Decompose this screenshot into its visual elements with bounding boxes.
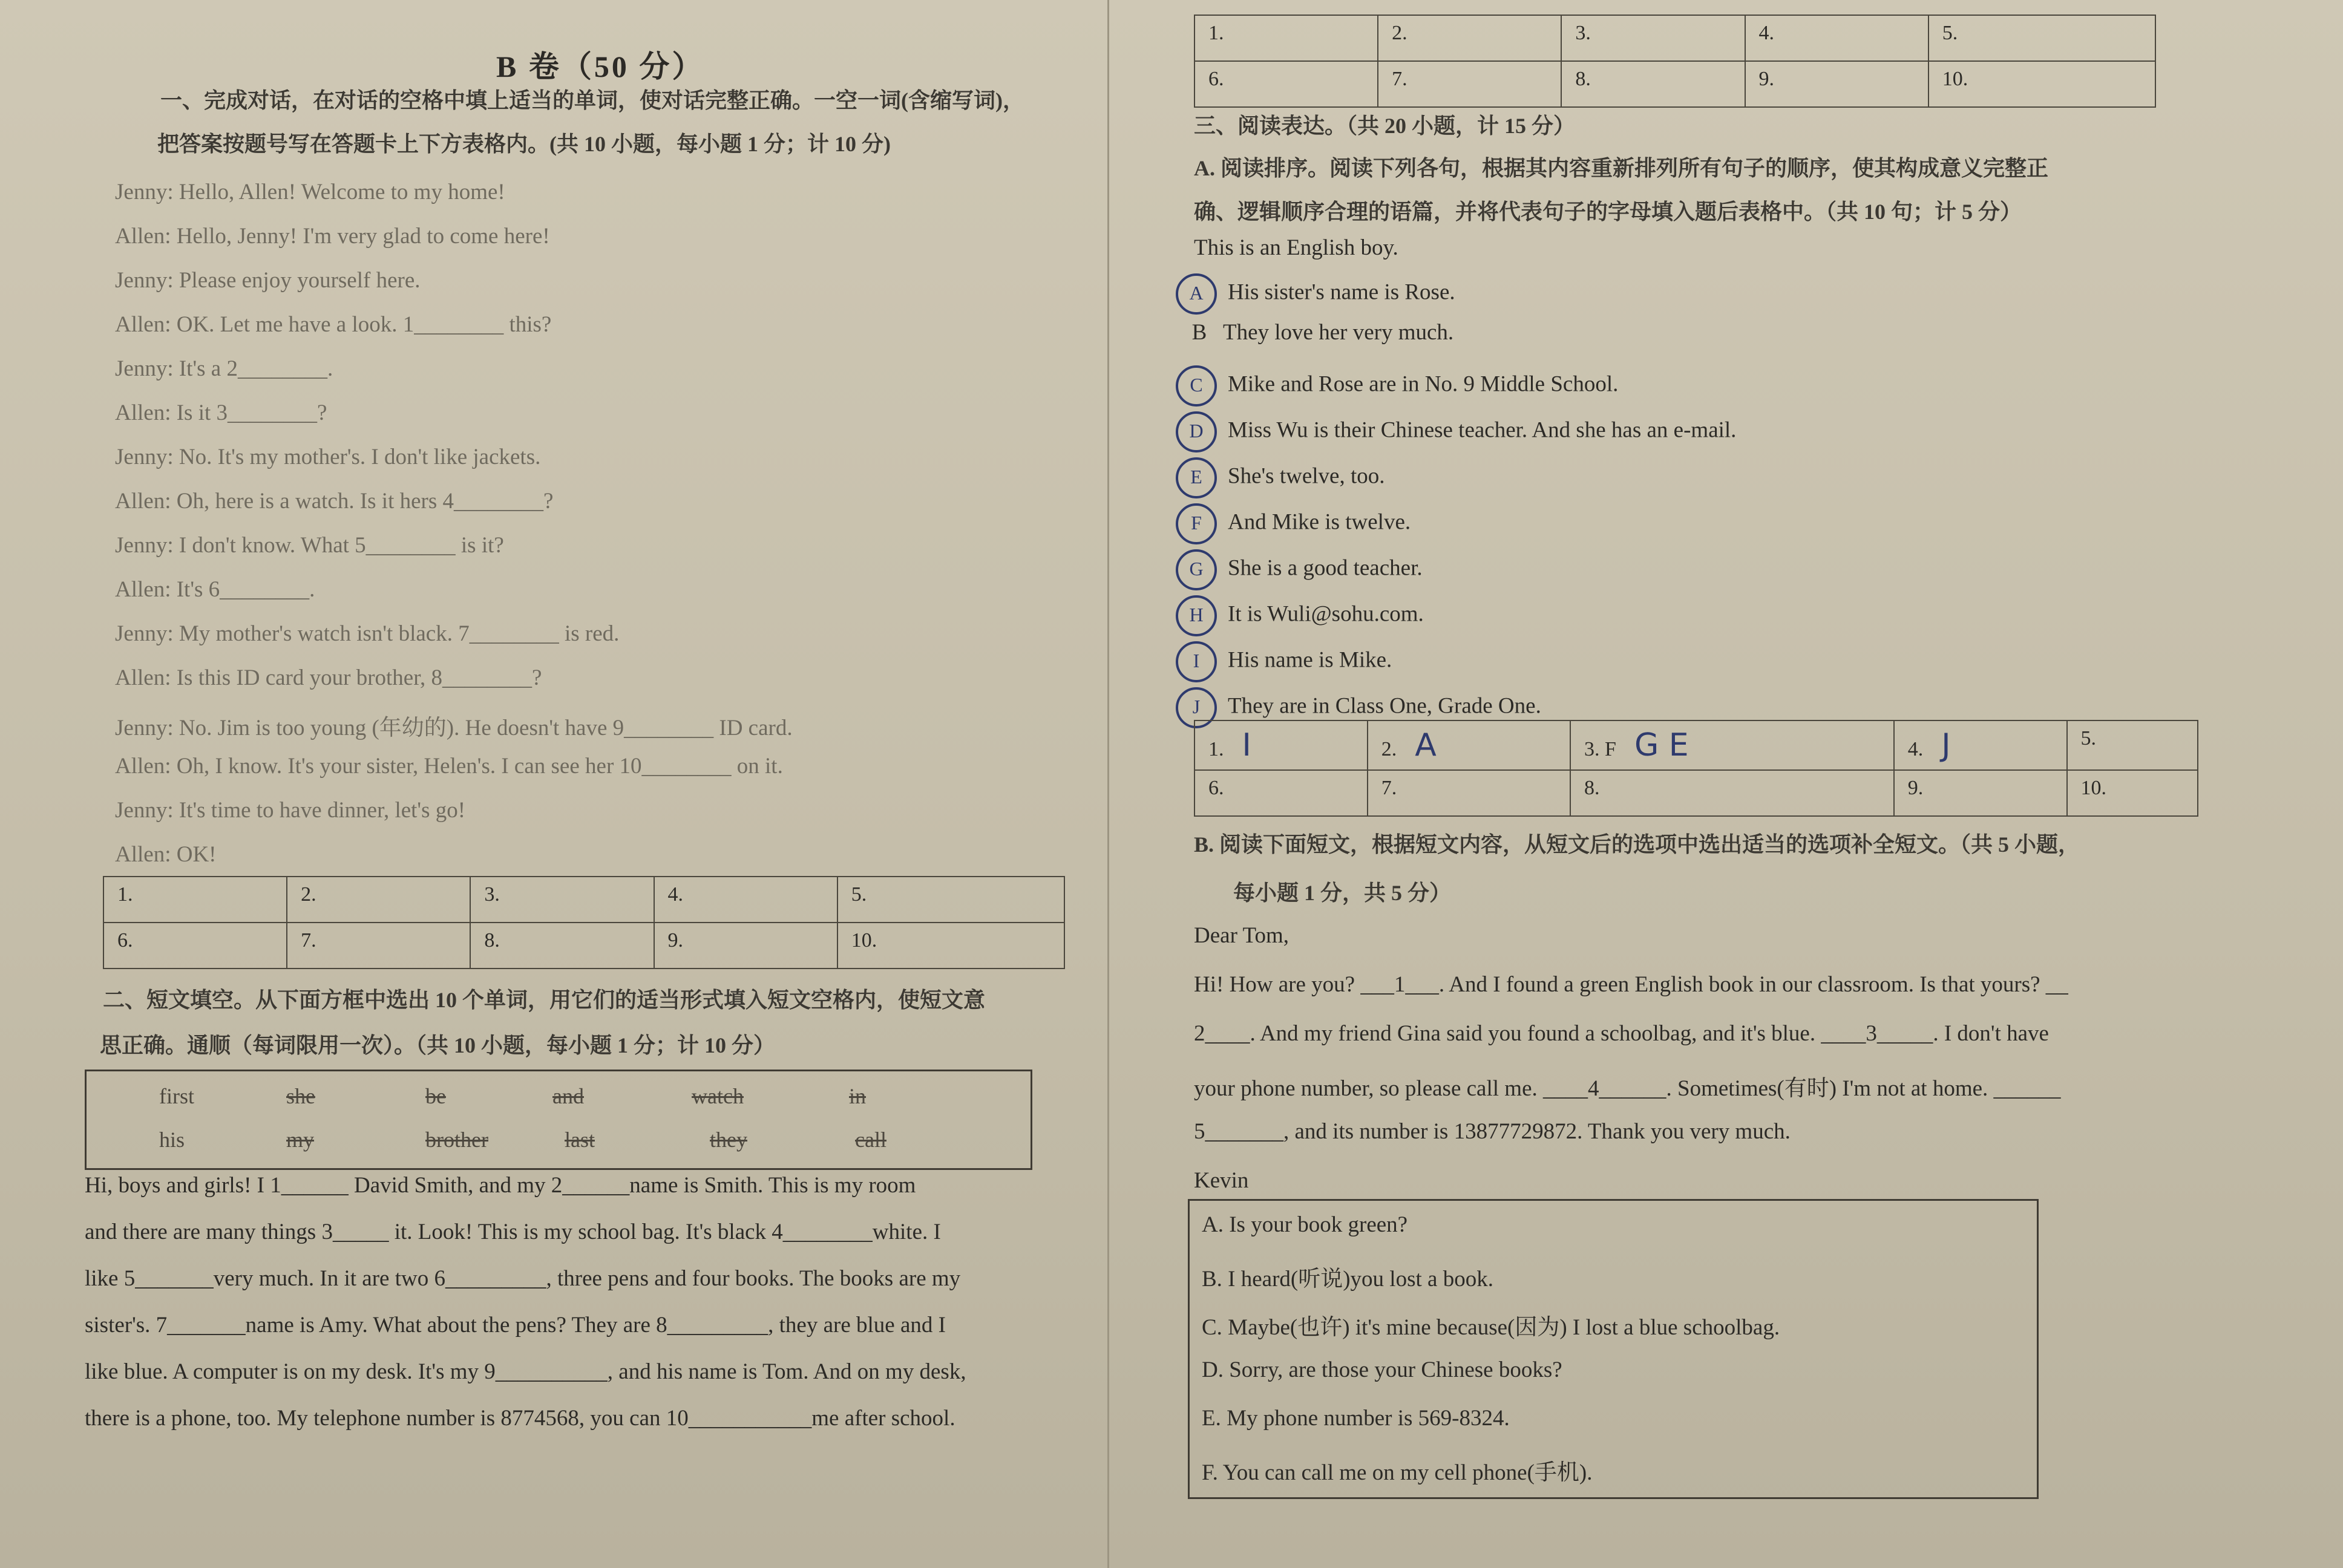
word-bank-item: his [159,1128,185,1152]
grid-top-cell: 5. [1928,15,2155,61]
grid1-cell: 4. [654,877,837,923]
passage-line: and there are many things 3_____ it. Look! This is my school bag. It's black 4________white. I [85,1220,941,1244]
word-bank-item: she [286,1084,315,1108]
word-bank-item: brother [425,1128,488,1152]
answer-grid-ordering [1194,720,2198,817]
dialogue-line: Allen: OK! [115,842,217,867]
letter-line: 2____. And my friend Gina said you found a schoolbag, and it's blue. ____3_____. I don't have [1194,1021,2049,1046]
passage-line: there is a phone, too. My telephone number is 8774568, you can 10___________me after school. [85,1406,955,1431]
option-item: F. You can call me on my cell phone(手机). [1202,1460,1593,1485]
option-item: E. My phone number is 569-8324. [1202,1406,1510,1431]
grid1-cell: 8. [470,923,654,969]
word-bank-item: and [552,1084,584,1108]
ordering-cell: 5. [2067,720,2198,770]
sectionA-instruction-line1: A. 阅读排序。阅读下列各句，根据其内容重新排列所有句子的顺序，使其构成意义完整正 [1194,156,2048,180]
handwritten-answer: A [1415,727,1437,763]
handwritten-answer: J [1941,727,1951,763]
letter-line: 5_______, and its number is 13877729872. Thank you very much. [1194,1119,1791,1144]
sentence-item [1176,641,1392,682]
sectionA-instruction-line2: 确、逻辑顺序合理的语篇，并将代表句子的字母填入题后表格中。（共 10 句；计 5 分） [1194,200,2022,224]
circled-letter-mark: F [1176,503,1217,544]
ordering-cell: 4. J [1894,720,2067,770]
grid1-cell: 2. [287,877,470,923]
word-bank-item: last [565,1128,595,1152]
circled-letter-mark: H [1176,595,1217,636]
option-item: A. Is your book green? [1202,1212,1408,1237]
circled-letter-mark: G [1176,549,1217,590]
circled-letter-mark: I [1176,641,1217,682]
sentence-item [1176,319,1453,345]
dialogue-line: Allen: Is it 3________? [115,400,327,425]
circled-letter-mark: C [1176,365,1217,407]
options-box [1188,1199,2039,1499]
word-bank-item: be [425,1084,446,1108]
sectionB-instruction-line1: B. 阅读下面短文，根据短文内容，从短文后的选项中选出适当的选项补全短文。（共 5 小题， [1194,832,2080,857]
grid1-cell: 1. [103,877,287,923]
letter-line: Dear Tom, [1194,923,1289,948]
sentence-text: They love her very much. [1223,320,1454,345]
ordering-cell: 2. A [1368,720,1570,770]
section2-instruction-line2: 思正确。通顺（每词限用一次）。（共 10 小题，每小题 1 分；计 10 分） [100,1033,776,1057]
sentence-text: Miss Wu is their Chinese teacher. And she has an e-mail. [1228,417,1737,443]
word-bank-item: they [710,1128,747,1152]
dialogue-line: Jenny: No. It's my mother's. I don't like jackets. [115,445,541,469]
answer-grid-1 [103,876,1065,969]
grid1-cell: 7. [287,923,470,969]
dialogue-line: Jenny: It's time to have dinner, let's go! [115,798,466,823]
circled-letter-mark: D [1176,411,1217,452]
grid-top-cell: 1. [1194,15,1378,61]
word-bank-item: in [849,1084,867,1108]
sentence-item [1176,411,1736,452]
passage-line: Hi, boys and girls! I 1______ David Smith, and my 2______name is Smith. This is my room [85,1173,916,1198]
word-bank-item: call [855,1128,886,1152]
grid-top-cell: 7. [1378,61,1561,107]
section2-instruction-line1: 二、短文填空。从下面方框中选出 10 个单词，用它们的适当形式填入短文空格内，使短文意 [103,988,986,1012]
sentence-item [1176,595,1424,636]
section1-instruction-line2: 把答案按题号写在答题卡上下方表格内。(共 10 小题，每小题 1 分；计 10 分) [157,132,891,156]
right-page [1107,0,2343,1568]
sentence-text: His name is Mike. [1228,647,1392,673]
circled-letter-mark: E [1176,457,1217,498]
circled-letter-mark: J [1176,687,1217,728]
section1-instruction-line1: 一、完成对话，在对话的空格中填上适当的单词，使对话完整正确。一空一词(含缩写词)， [160,88,1024,113]
left-page [0,0,1107,1568]
passage-line: sister's. 7_______name is Amy. What about the pens? They are 8_________, they are blue and I [85,1313,946,1338]
grid-top-cell: 3. [1561,15,1745,61]
page-title: B 卷（50 分） [496,50,705,83]
grid-top-cell: 2. [1378,15,1561,61]
intro-sentence: This is an English boy. [1194,235,1398,260]
sentence-item [1176,457,1384,498]
grid-top-cell: 8. [1561,61,1745,107]
sentence-item [1176,549,1423,590]
sentence-text: Mike and Rose are in No. 9 Middle School. [1228,371,1619,397]
grid1-cell: 5. [837,877,1064,923]
grid-top-cell: 6. [1194,61,1378,107]
sentence-item [1176,273,1455,315]
sentence-item [1176,503,1411,544]
grid-top-cell: 4. [1745,15,1928,61]
dialogue-line: Allen: Hello, Jenny! I'm very glad to come here! [115,224,550,249]
word-bank-item: my [286,1128,315,1152]
sentence-item [1176,365,1618,407]
dialogue-line: Jenny: No. Jim is too young (年幼的). He doesn't have 9________ ID card. [115,716,793,740]
dialogue-line: Jenny: Hello, Allen! Welcome to my home! [115,180,505,204]
ordering-cell: 6. [1194,770,1368,816]
grid-top-cell: 9. [1745,61,1928,107]
grid1-cell: 6. [103,923,287,969]
sentence-text: His sister's name is Rose. [1228,279,1455,305]
sectionB-instruction-line2: 每小题 1 分，共 5 分） [1233,881,1452,905]
letter-line: your phone number, so please call me. ____4______. Sometimes(有时) I'm not at home. ______ [1194,1076,2061,1101]
handwritten-answer: I [1242,727,1251,763]
passage-line: like 5_______very much. In it are two 6_________, three pens and four books. The books are my [85,1266,961,1291]
dialogue-line: Allen: Oh, here is a watch. Is it hers 4________? [115,489,554,514]
circled-letter-mark: A [1176,273,1217,315]
sentence-text: They are in Class One, Grade One. [1228,693,1541,719]
dialogue-line: Allen: Oh, I know. It's your sister, Helen's. I can see her 10________ on it. [115,754,783,779]
ordering-cell: 1. I [1194,720,1368,770]
word-bank [85,1070,1032,1170]
ordering-cell: 3. F G E [1570,720,1894,770]
grid1-cell: 3. [470,877,654,923]
letter-line: Hi! How are you? ___1___. And I found a green English book in our classroom. Is that yours? __ [1194,972,2068,997]
dialogue-line: Jenny: My mother's watch isn't black. 7________ is red. [115,621,620,646]
sentence-text: It is Wuli@sohu.com. [1228,601,1424,627]
option-item: B. I heard(听说)you lost a book. [1202,1267,1493,1292]
ordering-cell: 9. [1894,770,2067,816]
dialogue-line: Jenny: Please enjoy yourself here. [115,268,421,293]
answer-grid-top [1194,15,2156,108]
ordering-cell: 8. [1570,770,1894,816]
letter-line: Kevin [1194,1168,1249,1193]
sentence-text: She's twelve, too. [1228,463,1385,489]
sentence-text: She is a good teacher. [1228,555,1423,581]
word-bank-item: watch [692,1084,744,1108]
section3-heading: 三、阅读表达。（共 20 小题，计 15 分） [1194,114,1576,138]
ordering-cell: 7. [1368,770,1570,816]
dialogue-line: Jenny: I don't know. What 5________ is it? [115,533,504,558]
handwritten-answer: G E [1634,727,1689,763]
option-item: C. Maybe(也许) it's mine because(因为) I lost a blue schoolbag. [1202,1315,1780,1340]
grid1-cell: 10. [837,923,1064,969]
dialogue-line: Allen: Is this ID card your brother, 8________? [115,665,542,690]
dialogue-line: Allen: OK. Let me have a look. 1________ this? [115,312,552,337]
grid-top-cell: 10. [1928,61,2155,107]
ordering-cell: 10. [2067,770,2198,816]
word-bank-item: first [159,1084,194,1108]
sentence-text: And Mike is twelve. [1228,509,1411,535]
dialogue-line: Allen: It's 6________. [115,577,315,602]
dialogue-line: Jenny: It's a 2________. [115,356,333,381]
sentence-letter: B [1191,320,1207,345]
passage-line: like blue. A computer is on my desk. It's my 9__________, and his name is Tom. And on my desk, [85,1359,966,1384]
option-item: D. Sorry, are those your Chinese books? [1202,1357,1562,1382]
grid1-cell: 9. [654,923,837,969]
